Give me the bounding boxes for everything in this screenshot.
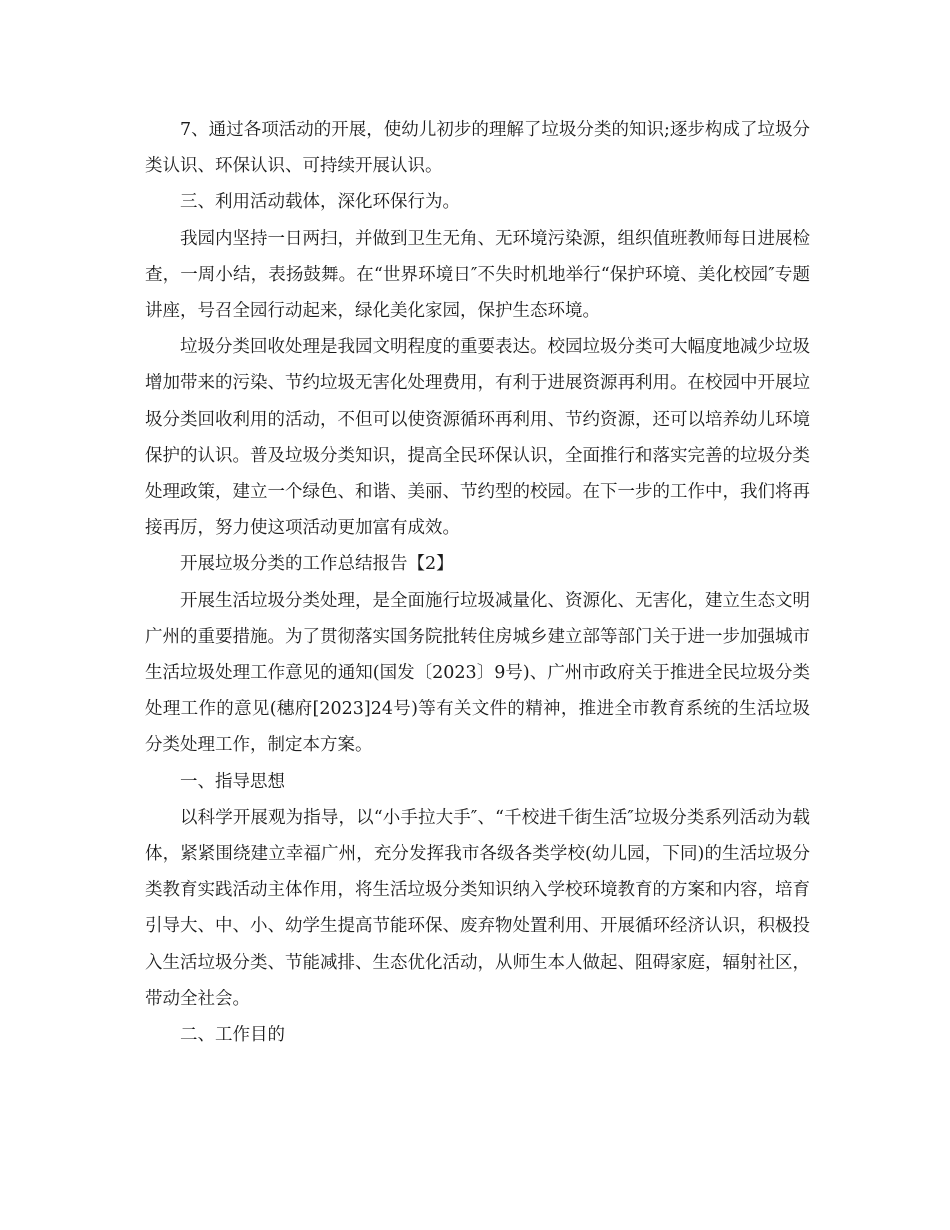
paragraph-activity-results: 7、通过各项活动的开展，使幼儿初步的理解了垃圾分类的知识;逐步构成了垃圾分类认识、环保认识、可持续开展认识。 (145, 120, 810, 177)
document-page (145, 112, 810, 1053)
paragraph-measures-intro: 开展生活垃圾分类处理，是全面施行垃圾减量化、资源化、无害化，建立生态文明广州的重要措施。为了贯彻落实国务院批转住房城乡建立部等部门关于进一步加强城市生活垃圾处理工作意见的通知(国发〔2023〕9号)、广州市政府关于推进全民垃圾分类处理工作的意见(穗府[2023]24号)等有关文件的精神，推进全市教育系统的生活垃圾分类处理工作，制定本方案。 (145, 590, 810, 756)
section-heading-three: 三、利用活动载体，深化环保行为。 (180, 192, 460, 213)
section-heading-guiding-ideology: 一、指导思想 (180, 771, 285, 792)
paragraph-guiding-ideology: 以科学开展观为指导，以“小手拉大手″、“千校进千街生活″垃圾分类系列活动为载体，紧紧围绕建立幸福广州，充分发挥我市各级各类学校(幼儿园，下同)的生活垃圾分类教育实践活动主体作用，将生活垃圾分类知识纳入学校环境教育的方案和内容，培育引导大、中、小、幼学生提高节能环保、废弃物处置利用、开展循环经济认识，积极投入生活垃圾分类、节能减排、生态优化活动，从师生本人做起、阻碍家庭，辐射社区，带动全社会。 (145, 807, 810, 1009)
paragraph-daily-cleaning: 我园内坚持一日两扫，并做到卫生无角、无环境污染源，组织值班教师每日进展检查，一周小结，表扬鼓舞。在“世界环境日″不失时机地举行“保护环境、美化校园″专题讲座，号召全园行动起来，绿化美化家园，保护生态环境。 (145, 228, 810, 322)
report-title-2: 开展垃圾分类的工作总结报告【2】 (180, 554, 454, 575)
section-heading-work-goals: 二、工作目的 (180, 1025, 285, 1046)
paragraph-sorting-importance: 垃圾分类回收处理是我园文明程度的重要表达。校园垃圾分类可大幅度地减少垃圾增加带来的污染、节约垃圾无害化处理费用，有利于进展资源再利用。在校园中开展垃圾分类回收利用的活动，不但可以使资源循环再利用、节约资源，还可以培养幼儿环境保护的认识。普及垃圾分类知识，提高全民环保认识，全面推行和落实完善的垃圾分类处理政策，建立一个绿色、和谐、美丽、节约型的校园。在下一步的工作中，我们将再接再厉，努力使这项活动更加富有成效。 (145, 337, 810, 539)
